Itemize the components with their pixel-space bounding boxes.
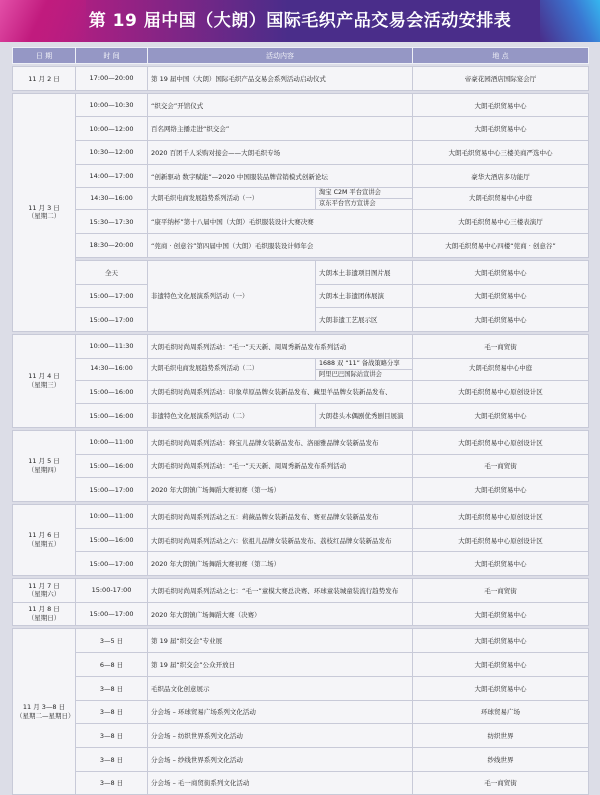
time-cell: 15:00—17:00: [76, 478, 148, 502]
table-row: [13, 430, 589, 454]
activity-cell: 分会场 – 纱线世界系列文化活动: [148, 747, 413, 771]
activity-cell: 大朗毛织时尚周系列活动：印象草原品牌女装新品发布、藏里羊品牌女装新品发布、: [148, 380, 413, 404]
location-cell: 大朗毛织贸易中心: [413, 308, 589, 332]
location-cell: 纺织世界: [413, 724, 589, 748]
location-cell: 大朗毛织贸易中心原创设计区: [413, 430, 589, 454]
table-row: [13, 334, 589, 358]
table-row: [13, 579, 589, 603]
location-cell: 纱线世界: [413, 747, 589, 771]
table-row: [13, 260, 589, 284]
time-cell: 3—8 日: [76, 724, 148, 748]
date-label: 11 月 4 日: [28, 372, 60, 381]
weekday-label: （星期二—星期日）: [16, 711, 75, 720]
time-cell: 全天: [76, 260, 148, 284]
location-cell: 大朗毛织贸易中心四楼“莞商 · 创意谷”: [413, 234, 589, 258]
table-row: [13, 358, 589, 369]
activity-cell: 大朗毛织时尚周系列活动：“毛一”天天新、周周秀新品发布系列活动: [148, 334, 413, 358]
activity-cell: 2020 年大朗镇广场舞蹈大赛（决赛）: [148, 602, 413, 626]
activity-cell: 第 19 届“织交会”公众开放日: [148, 653, 413, 677]
activity-cell: 2020 百团千人采购对接会——大朗毛织专场: [148, 141, 413, 165]
table-row: [13, 629, 589, 653]
date-label: 11 月 6 日: [28, 531, 60, 540]
table-row: [13, 93, 589, 117]
time-cell: 3—8 日: [76, 700, 148, 724]
weekday-label: （星期四）: [27, 465, 61, 474]
activity-cell: “创新驱动 数字赋能”—2020 中国服装品牌营销模式创新论坛: [148, 164, 413, 188]
header-date: 日 期: [13, 48, 76, 64]
activity-cell: 大朗毛织时尚周系列活动之五：莉薇品牌女装新品发布、赛亚品牌女装新品发布: [148, 505, 413, 529]
weekday-label: （星期二）: [27, 212, 61, 221]
time-cell: 14:30—16:00: [76, 188, 148, 210]
date-label: 11 月 3 日: [28, 203, 60, 212]
time-cell: 15:00-17:00: [76, 579, 148, 603]
time-cell: 15:00—16:00: [76, 380, 148, 404]
location-cell: 大朗毛织贸易中心: [413, 478, 589, 502]
table-row: [13, 210, 589, 234]
location-cell: 毛一商贸街: [413, 454, 589, 478]
table-row: [13, 141, 589, 165]
sub-activity-cell: 1688 双 “11” 备战策略分享: [316, 358, 413, 369]
header-location: 地 点: [413, 48, 589, 64]
date-cell: [13, 334, 76, 427]
time-cell: 15:00—16:00: [76, 454, 148, 478]
date-cell: [13, 602, 76, 626]
location-cell: 大朗毛织贸易中心: [413, 552, 589, 576]
location-cell: 大朗毛织贸易中心: [413, 602, 589, 626]
sub-activity-cell: 大朗本土非遗项目图片展: [316, 260, 413, 284]
location-cell: 大朗毛织贸易中心: [413, 629, 589, 653]
table-header-row: [13, 48, 589, 64]
time-cell: 10:00—11:00: [76, 505, 148, 529]
table-row: [13, 552, 589, 576]
date-label: 11 月 3—8 日: [22, 703, 66, 712]
location-cell: 大朗毛织贸易中心原创设计区: [413, 528, 589, 552]
date-cell: [13, 430, 76, 501]
time-cell: 14:30—16:00: [76, 358, 148, 380]
table-row: [13, 404, 589, 428]
table-row: [13, 528, 589, 552]
date-label: 11 月 7 日: [28, 581, 60, 590]
activity-cell: 2020 年大朗镇广场舞蹈大赛初赛（第一场）: [148, 478, 413, 502]
header-time: 时 间: [76, 48, 148, 64]
table-row: [13, 602, 589, 626]
table-row: [13, 234, 589, 258]
activity-cell: 大朗毛织时尚周系列活动：“毛一”天天新、周周秀新品发布系列活动: [148, 454, 413, 478]
time-cell: 3—5 日: [76, 629, 148, 653]
activity-cell: “康平纳杯”第十八届中国（大朗）毛织服装设计大赛决赛: [148, 210, 413, 234]
time-cell: 10:00—12:00: [76, 117, 148, 141]
activity-cell: 大朗毛织电商发展趋势系列活动（一）: [148, 188, 316, 210]
location-cell: 豪华大酒店多功能厅: [413, 164, 589, 188]
time-cell: 15:00—17:00: [76, 602, 148, 626]
time-cell: 15:00—16:00: [76, 404, 148, 428]
date-cell: 11 月 2 日: [13, 67, 76, 91]
table-row: [13, 188, 589, 199]
activity-cell: 大朗毛织时尚周系列活动：释宝儿品牌女装新品发布、洛丽雅品牌女装新品发布: [148, 430, 413, 454]
table-row: [13, 747, 589, 771]
sub-activity-cell: 淘宝 C2M 平台宣讲会: [316, 188, 413, 199]
sub-activity-cell: 大朗本土非遗团体展演: [316, 284, 413, 308]
location-cell: 大朗毛织贸易中心三楼美商严选中心: [413, 141, 589, 165]
time-cell: 10:00—10:30: [76, 93, 148, 117]
location-cell: 大朗毛织贸易中心中庭: [413, 358, 589, 380]
activity-cell: 大朗毛织时尚周系列活动之六：依祖儿品牌女装新品发布、荔枝红品牌女装新品发布: [148, 528, 413, 552]
location-cell: 大朗毛织贸易中心: [413, 260, 589, 284]
page-header: [0, 0, 600, 42]
weekday-label: （星期日）: [27, 614, 61, 623]
activity-cell: 第 19 届“织交会”专业展: [148, 629, 413, 653]
time-cell: 3—8 日: [76, 676, 148, 700]
table-row: [13, 653, 589, 677]
location-cell: 大朗毛织贸易中心: [413, 117, 589, 141]
activity-cell: 非遗特色文化展演系列活动（二）: [148, 404, 316, 428]
activity-cell: 百名网络主播走进“织交会”: [148, 117, 413, 141]
time-cell: 15:00—17:00: [76, 308, 148, 332]
sub-activity-cell: 京东平台官方宣讲会: [316, 199, 413, 210]
time-cell: 10:30—12:00: [76, 141, 148, 165]
activity-cell: 分会场 – 毛一商贸街系列文化活动: [148, 771, 413, 795]
table-row: [13, 164, 589, 188]
table-row: [13, 380, 589, 404]
activity-cell: 大朗毛织电商发展趋势系列活动（二）: [148, 358, 316, 380]
activity-cell: 毛织品文化创意展示: [148, 676, 413, 700]
time-cell: 3—8 日: [76, 747, 148, 771]
sub-activity-cell: 大朗巷头木偶剧优秀剧目展演: [316, 404, 413, 428]
page-title: 第 19 届中国（大朗）国际毛织产品交易会活动安排表: [88, 11, 512, 31]
date-label: 11 月 5 日: [28, 457, 60, 466]
location-cell: 环球贸易广场: [413, 700, 589, 724]
location-cell: 大朗毛织贸易中心: [413, 93, 589, 117]
time-cell: 15:00—17:00: [76, 284, 148, 308]
schedule-table: [12, 47, 589, 795]
table-row: [13, 117, 589, 141]
time-cell: 6—8 日: [76, 653, 148, 677]
weekday-label: （星期五）: [27, 540, 61, 549]
date-cell: [13, 505, 76, 576]
date-cell: [13, 93, 76, 331]
location-cell: 帝豪花园酒店国际宴会厅: [413, 67, 589, 91]
activity-cell: “莞商 · 创意谷”第四届中国（大朗）毛织服装设计师年会: [148, 234, 413, 258]
sub-activity-cell: 阿里巴巴国际站宣讲会: [316, 369, 413, 380]
activity-cell: “织交会”开馆仪式: [148, 93, 413, 117]
weekday-label: （星期三）: [27, 380, 61, 389]
sub-activity-cell: 大朗非遗工艺展示区: [316, 308, 413, 332]
time-cell: 15:30—17:30: [76, 210, 148, 234]
table-row: [13, 700, 589, 724]
activity-cell: 非遗特色文化展演系列活动（一）: [148, 260, 316, 331]
activity-cell: 第 19 届中国（大朗）国际毛织产品交易会系列活动启动仪式: [148, 67, 413, 91]
table-row: [13, 478, 589, 502]
date-label: 11 月 8 日: [28, 605, 60, 614]
location-cell: 大朗毛织贸易中心原创设计区: [413, 380, 589, 404]
header-activity: 活动内容: [148, 48, 413, 64]
time-cell: 14:00—17:00: [76, 164, 148, 188]
date-cell: [13, 579, 76, 603]
location-cell: 大朗毛织贸易中心: [413, 284, 589, 308]
time-cell: 10:00—11:00: [76, 430, 148, 454]
weekday-label: （星期六）: [27, 590, 61, 599]
location-cell: 大朗毛织贸易中心: [413, 676, 589, 700]
activity-cell: 分会场 – 纺织世界系列文化活动: [148, 724, 413, 748]
table-row: [13, 676, 589, 700]
table-row: [13, 67, 589, 91]
location-cell: 毛一商贸街: [413, 334, 589, 358]
table-row: [13, 454, 589, 478]
location-cell: 毛一商贸街: [413, 771, 589, 795]
activity-cell: 分会场 – 环球贸易广场系列文化活动: [148, 700, 413, 724]
activity-cell: 大朗毛织时尚周系列活动之七：“毛一”童模大赛总决赛、环球童装城童装流行趋势发布: [148, 579, 413, 603]
location-cell: 大朗毛织贸易中心原创设计区: [413, 505, 589, 529]
location-cell: 大朗毛织贸易中心: [413, 404, 589, 428]
time-cell: 10:00—11:30: [76, 334, 148, 358]
location-cell: 大朗毛织贸易中心中庭: [413, 188, 589, 210]
location-cell: 大朗毛织贸易中心三楼表演厅: [413, 210, 589, 234]
table-row: [13, 505, 589, 529]
time-cell: 17:00—20:00: [76, 67, 148, 91]
location-cell: 大朗毛织贸易中心: [413, 653, 589, 677]
date-cell: [13, 629, 76, 795]
time-cell: 15:00—16:00: [76, 528, 148, 552]
time-cell: 18:30—20:00: [76, 234, 148, 258]
activity-cell: 2020 年大朗镇广场舞蹈大赛初赛（第二场）: [148, 552, 413, 576]
location-cell: 毛一商贸街: [413, 579, 589, 603]
time-cell: 15:00—17:00: [76, 552, 148, 576]
table-row: [13, 724, 589, 748]
time-cell: 3—8 日: [76, 771, 148, 795]
